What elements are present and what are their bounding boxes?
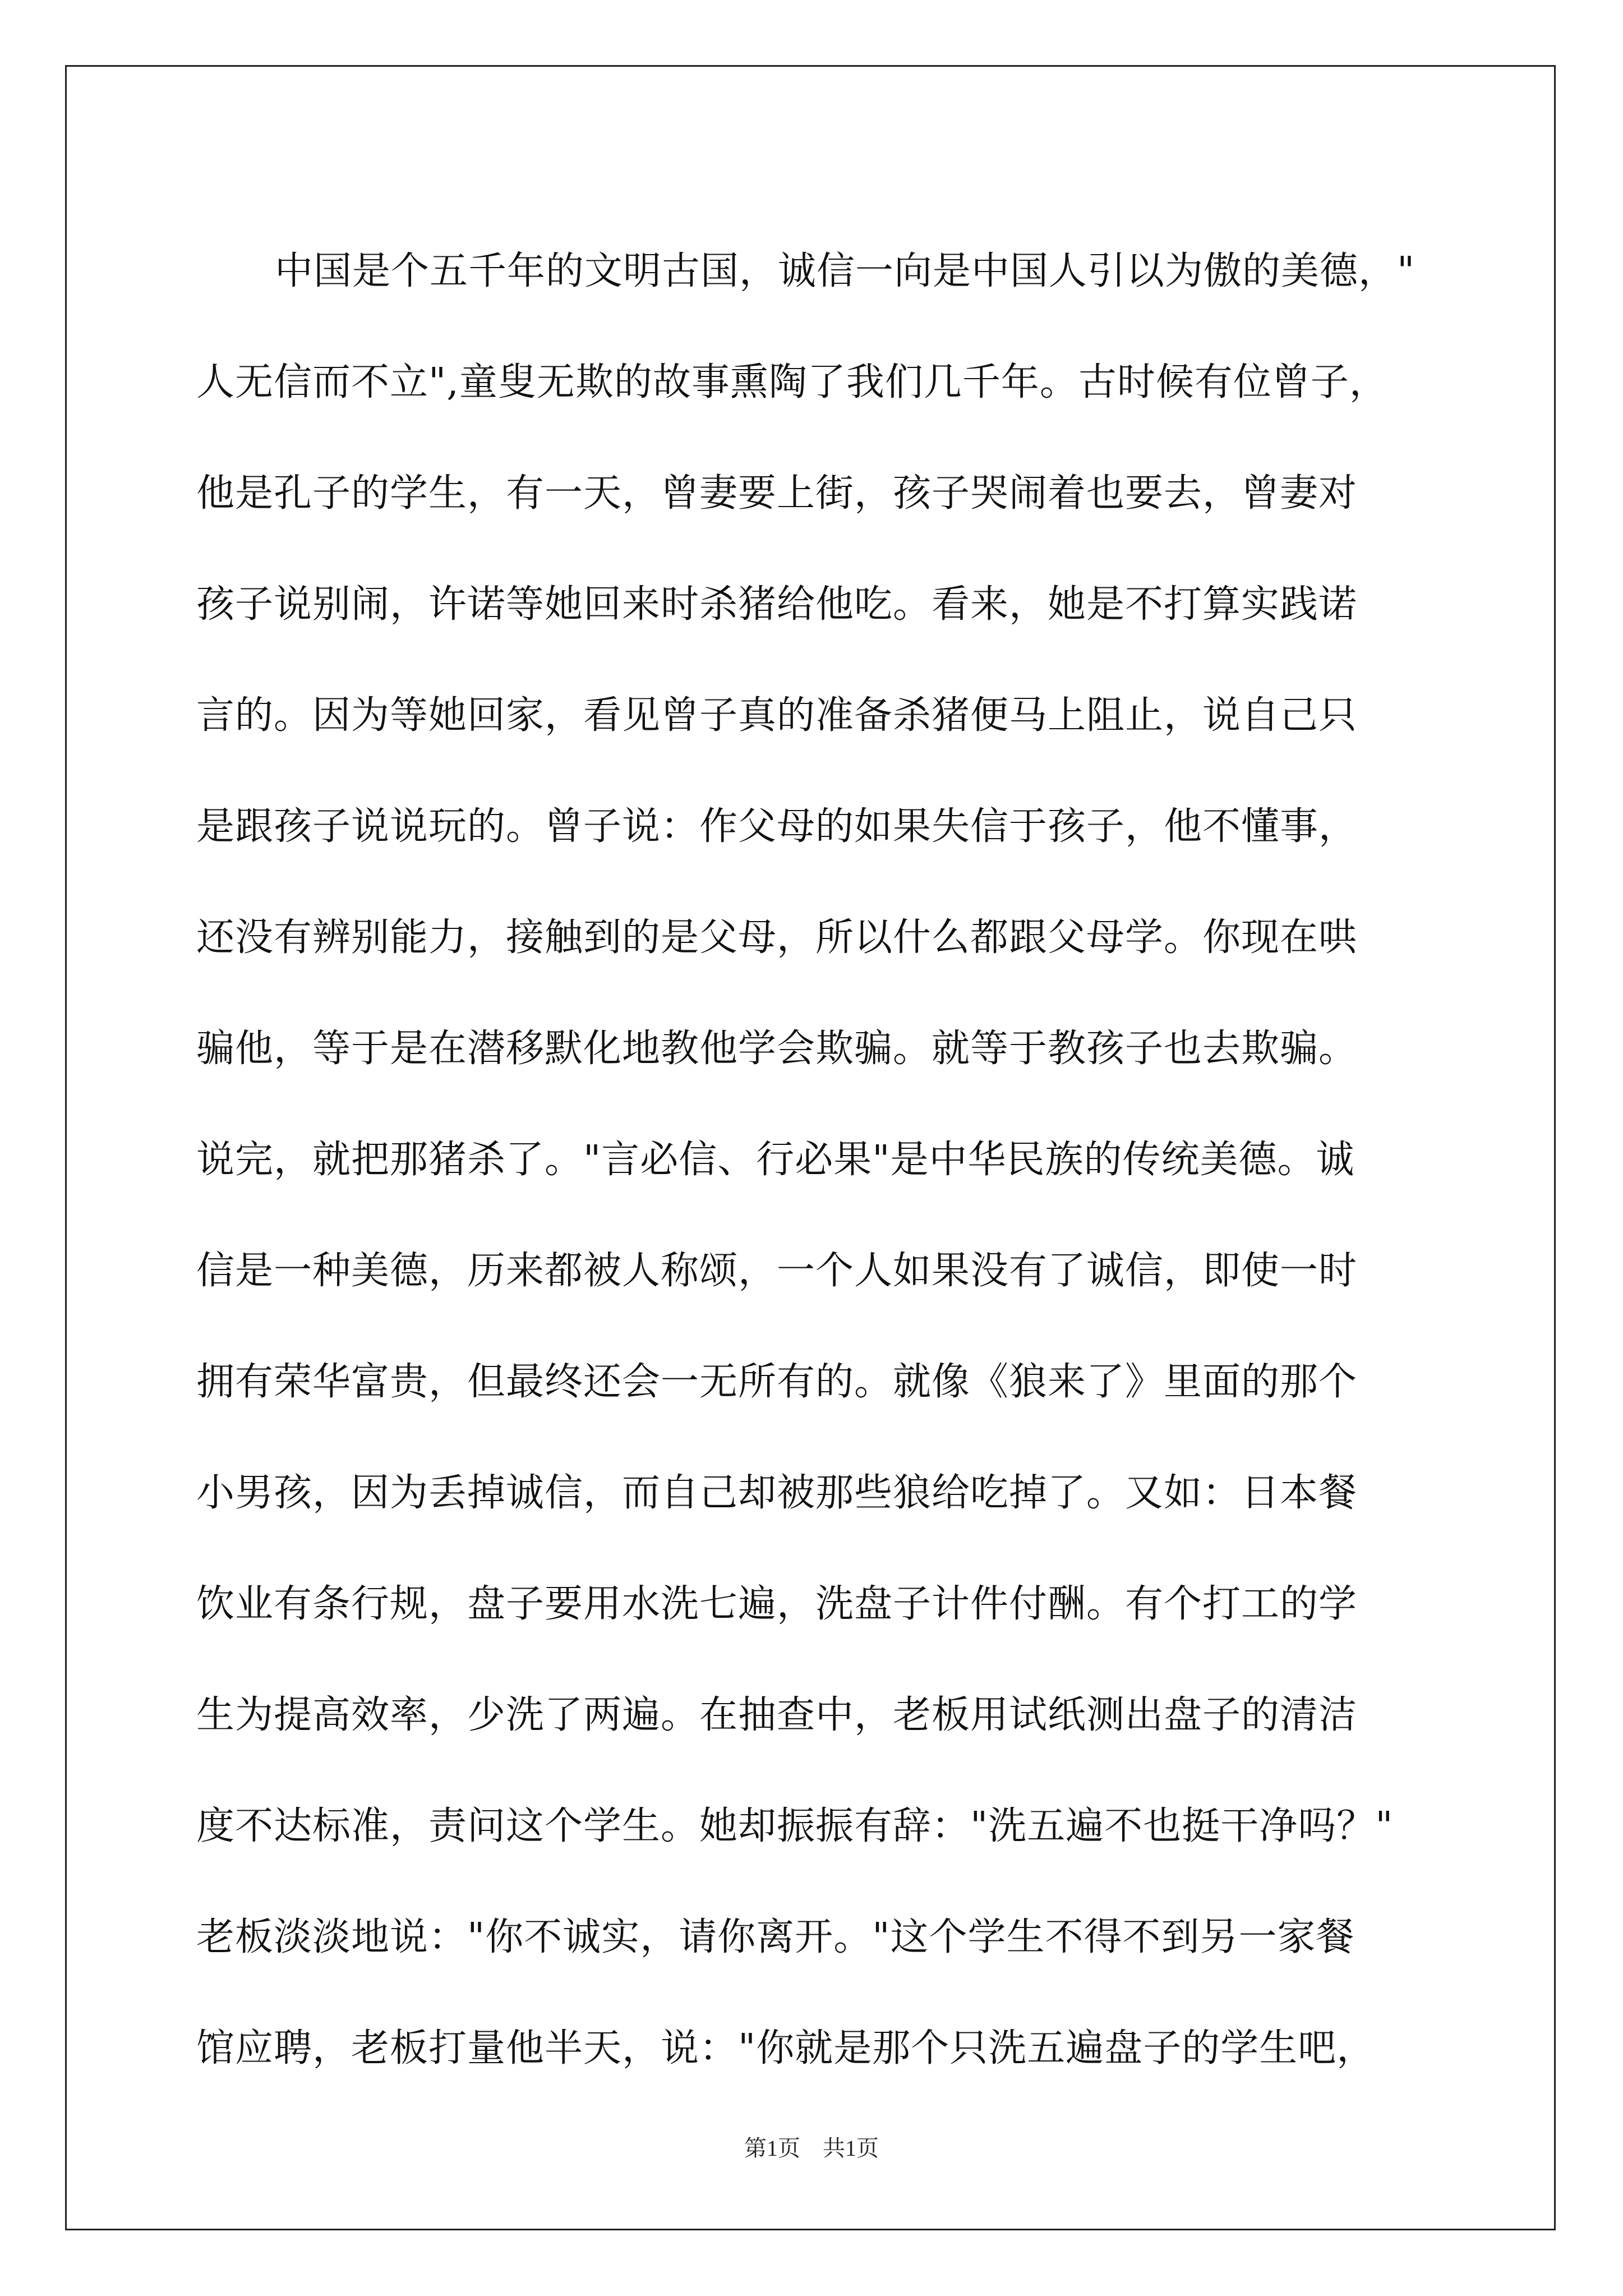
- paragraph-line: 饮业有条行规，盘子要用水洗七遍，洗盘子计件付酬。有个打工的学: [196, 1582, 1358, 1626]
- paragraph-line: 是跟孩子说说玩的。曾子说：作父母的如果失信于孩子，他不懂事，: [196, 804, 1358, 849]
- paragraph-line: 小男孩，因为丢掉诚信，而自己却被那些狼给吃掉了。又如：日本餐: [196, 1471, 1358, 1515]
- paragraph-line: 人无信而不立",童叟无欺的故事熏陶了我们几千年。古时候有位曾子，: [196, 360, 1388, 404]
- paragraph-line: 度不达标准，责问这个学生。她却振振有辞："洗五遍不也挺干净吗？": [196, 1804, 1394, 1848]
- page-number: 第1页 共1页: [744, 2136, 879, 2161]
- paragraph-line: 言的。因为等她回家，看见曾子真的准备杀猪便马上阻止，说自己只: [196, 693, 1358, 738]
- paragraph-line: 拥有荣华富贵，但最终还会一无所有的。就像《狼来了》里面的那个: [196, 1360, 1358, 1404]
- paragraph-line: 信是一种美德，历来都被人称颂，一个人如果没有了诚信，即使一时: [196, 1249, 1358, 1293]
- paragraph-line: 他是孔子的学生，有一天，曾妻要上街，孩子哭闹着也要去，曾妻对: [196, 471, 1358, 516]
- document-body: [196, 216, 1430, 2104]
- paragraph-line: 还没有辨别能力，接触到的是父母，所以什么都跟父母学。你现在哄: [196, 915, 1358, 960]
- paragraph-line: 孩子说别闹，许诺等她回来时杀猪给他吃。看来，她是不打算实践诺: [196, 582, 1358, 627]
- paragraph-line: 生为提高效率，少洗了两遍。在抽查中，老板用试纸测出盘子的清洁: [196, 1693, 1358, 1737]
- paragraph-line: 中国是个五千年的文明古国，诚信一向是中国人引以为傲的美德，": [275, 249, 1415, 293]
- paragraph-line: 骗他，等于是在潜移默化地教他学会欺骗。就等于教孩子也去欺骗。: [196, 1027, 1358, 1071]
- paragraph-line: 说完，就把那猪杀了。"言必信、行必果"是中华民族的传统美德。诚: [196, 1138, 1355, 1182]
- paragraph-line: 馆应聘，老板打量他半天，说："你就是那个只洗五遍盘子的学生吧，: [196, 2026, 1376, 2070]
- paragraph-line: 老板淡淡地说："你不诚实，请你离开。"这个学生不得不到另一家餐: [196, 1915, 1355, 1959]
